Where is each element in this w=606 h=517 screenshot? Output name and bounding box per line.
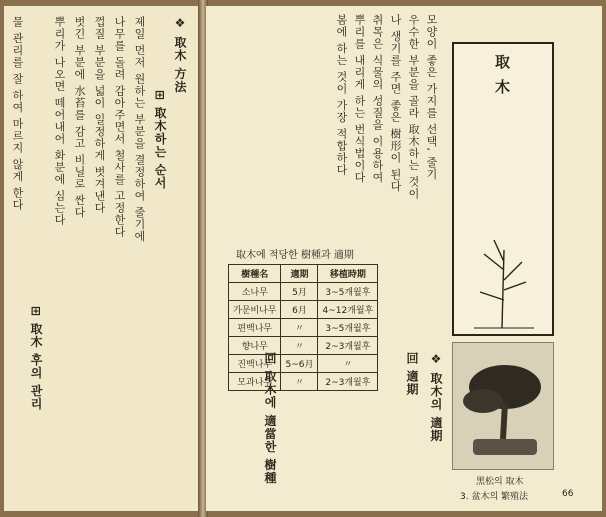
- table-header-row: [229, 265, 378, 283]
- species-table: [228, 264, 378, 391]
- left-body-col: 물 관리를 잘 하여 마르지 않게 한다: [11, 16, 24, 211]
- table-cell: 3~5개월후: [318, 319, 378, 337]
- table-cell: 2~3개월후: [318, 373, 378, 391]
- table-cell: 〃: [318, 355, 378, 373]
- left-body-col: 제일 먼저 원하는 부분을 결정하여 줄기에: [133, 16, 146, 243]
- table-cell: 가문비나무: [229, 301, 281, 319]
- table-cell: 6月: [281, 301, 318, 319]
- sub-after: ⊞ 取木 후의 관리: [29, 306, 43, 411]
- table-cell: 2~3개월후: [318, 337, 378, 355]
- table-row: [229, 337, 378, 355]
- page-number: 66: [562, 489, 574, 499]
- right-body-col: 취목은 식물의 성질을 이용하여: [371, 14, 384, 184]
- chapter-title: 取木: [493, 54, 511, 104]
- table-cell: 5月: [281, 283, 318, 301]
- footer-section: 3. 盆木의 繁殖法: [460, 492, 529, 502]
- table-cell: 4~12개월후: [318, 301, 378, 319]
- table-cell: 향나무: [229, 337, 281, 355]
- pine-sketch: [454, 210, 550, 330]
- table-cell: 5~6月: [281, 355, 318, 373]
- table-header: 適期: [281, 265, 318, 283]
- table-cell: 진백나무: [229, 355, 281, 373]
- table-cell: 소나무: [229, 283, 281, 301]
- table-cell: 〃: [281, 319, 318, 337]
- right-body-col: 모양이 좋은 가지를 선택, 줄기: [425, 14, 438, 181]
- table-header: 移植時期: [318, 265, 378, 283]
- right-page: [206, 6, 602, 511]
- table-cell: 3~5개월후: [318, 283, 378, 301]
- sub-order: ⊞ 取木하는 순서: [153, 90, 167, 190]
- table-cell: 모과나무: [229, 373, 281, 391]
- left-body-col: 껍질 부분을 넓이 일정하게 벗겨낸다: [93, 16, 106, 214]
- photo-caption: 黑松의 取木: [476, 477, 524, 487]
- table-header: 樹種名: [229, 265, 281, 283]
- left-body-col: 나무를 돌려 감아주면서 철사를 고정한다: [113, 16, 126, 238]
- table-row: [229, 301, 378, 319]
- title-box: [452, 42, 554, 336]
- sub-fit: 回 取木에 適當한 樹種: [263, 352, 277, 485]
- sub-period: 回 適期: [405, 352, 419, 397]
- section-period: ❖ 取木의 適期: [429, 352, 443, 443]
- table-cell: 〃: [281, 337, 318, 355]
- heading-method: ❖ 取木 方法: [173, 16, 187, 94]
- table-row: [229, 355, 378, 373]
- bonsai-photo-drawing: [453, 343, 553, 469]
- right-body-col: 나 생기를 주면 좋은 樹形이 된다: [389, 14, 402, 193]
- bonsai-photo: [452, 342, 554, 470]
- table-title: 取木에 적당한 樹種과 適期: [236, 250, 354, 261]
- table-cell: 편백나무: [229, 319, 281, 337]
- table-row: [229, 373, 378, 391]
- right-body-col: 봄에 하는 것이 가장 적합하다: [335, 14, 348, 176]
- table-row: [229, 319, 378, 337]
- table-cell: 〃: [281, 373, 318, 391]
- right-body-col: 뿌리를 내리게 하는 번식법이다: [353, 14, 366, 184]
- right-body-col: 우수한 부분을 골라 取木하는 것이: [407, 14, 420, 200]
- left-page: [4, 6, 200, 511]
- left-body-col: 벗긴 부분에 水苔를 감고 비닐로 싼다: [73, 16, 86, 219]
- left-body-col: 뿌리가 나오면 떼어내어 화분에 심는다: [53, 16, 66, 226]
- table-row: [229, 283, 378, 301]
